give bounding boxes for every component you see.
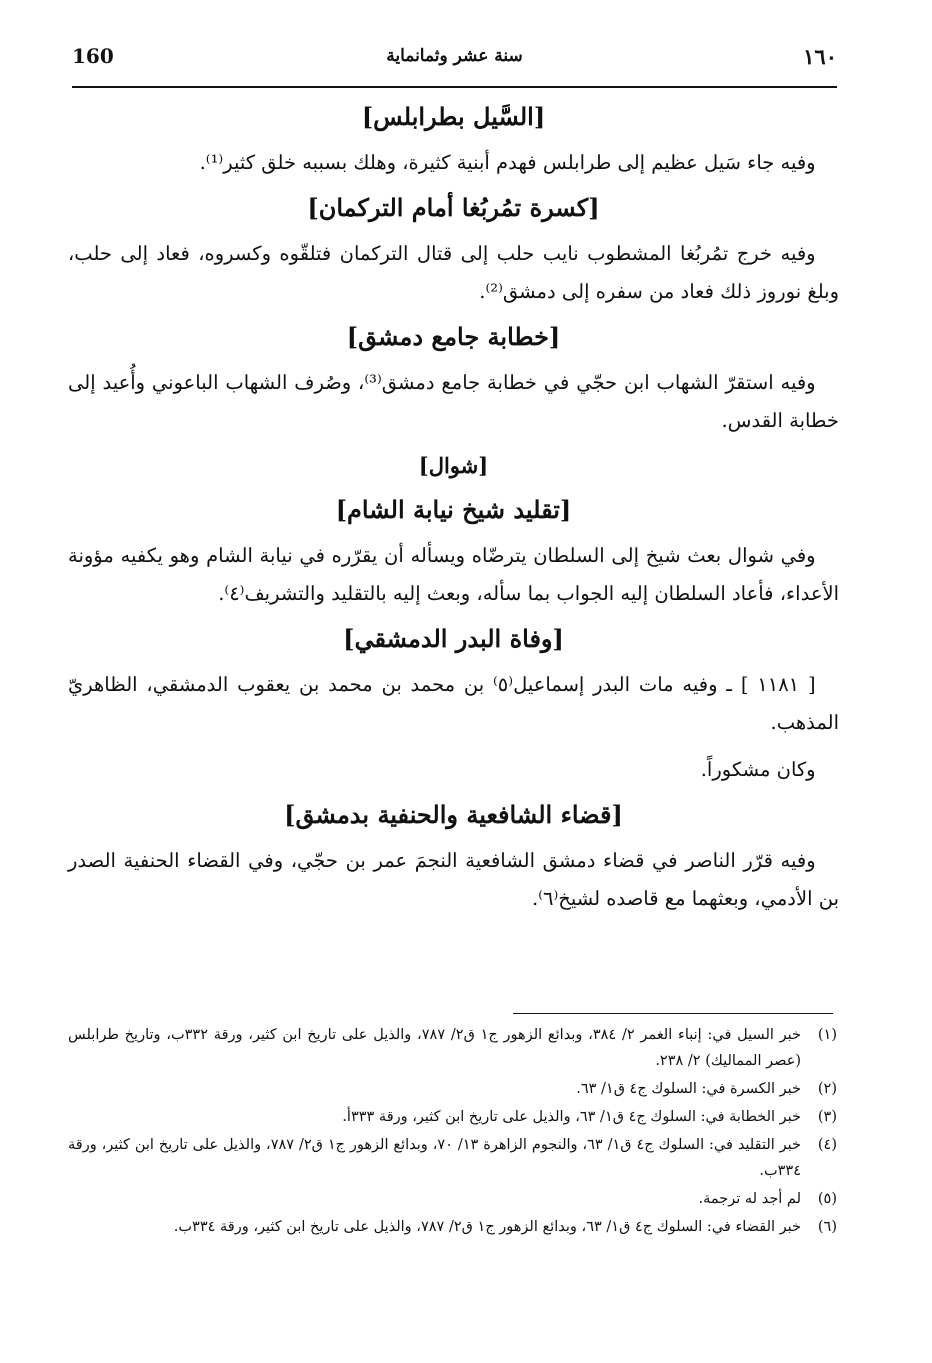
- footnote-item: [68, 1132, 837, 1184]
- page-number-latin: 160: [72, 44, 114, 68]
- footnote-item: [68, 1214, 837, 1240]
- paragraph-sermon: وفيه استقرّ الشهاب ابن حجّي في خطابة جامع دمشق⁽³⁾، وصُرف الشهاب الباعوني وأُعيد إلى خطابة القدس.: [68, 371, 839, 432]
- footnote-number: (٥): [817, 1191, 837, 1207]
- section-heading-death: [وفاة البدر الدمشقي]: [343, 624, 564, 653]
- section-heading-sermon: [خطابة جامع دمشق]: [346, 322, 561, 351]
- paragraph-death: [ ١١٨١ ] ـ وفيه مات البدر إسماعيل⁽٥⁾ بن محمد بن محمد بن يعقوب الدمشقي، الظاهريّ المذهب.: [68, 673, 839, 734]
- footnote-number: (٢): [817, 1081, 837, 1097]
- footnote-item: [68, 1076, 837, 1102]
- footnote-number: (٤): [817, 1137, 837, 1153]
- footnote-text: خبر الكسرة في: السلوك ج٤ ق١/ ٦٣.: [576, 1081, 801, 1097]
- footnote-text: خبر التقليد في: السلوك ج٤ ق١/ ٦٣، والنجوم الزاهرة ١٣/ ٧٠، وبدائع الزهور ج١ ق٢/ ٧٨٧، والذيل على تاريخ ابن كثير، ورقة ٣٣٤ب.: [68, 1137, 802, 1179]
- section-heading-defeat: [كسرة تمُربُغا أمام التركمان]: [307, 193, 600, 222]
- footnote-divider: [513, 1013, 833, 1014]
- month-heading: [شوال]: [418, 453, 489, 478]
- footnote-number: (١): [817, 1027, 837, 1043]
- footnote-item: [68, 1104, 837, 1130]
- footnote-text: خبر السيل في: إنباء الغمر ٢/ ٣٨٤، وبدائع الزهور ج١ ق٢/ ٧٨٧، والذيل على تاريخ ابن كثير، ورقة ٣٣٢ب، وتاريخ طرابلس (عصر المماليك) ٢/ ٢٣٨.: [68, 1027, 802, 1069]
- footnotes: [68, 1022, 837, 1242]
- section-heading-judgeship: [قضاء الشافعية والحنفية بدمشق]: [284, 800, 623, 829]
- main-text: [68, 100, 839, 927]
- footnote-text: خبر القضاء في: السلوك ج٤ ق١/ ٦٣، وبدائع الزهور ج١ ق٢/ ٧٨٧، والذيل على تاريخ ابن كثير، ورقة ٣٣٤ب.: [173, 1219, 801, 1235]
- paragraph-flood: وفيه جاء سَيل عظيم إلى طرابلس فهدم أبنية كثيرة، وهلك بسببه خلق كثير⁽¹⁾.: [199, 151, 816, 174]
- footnote-number: (٦): [817, 1219, 837, 1235]
- paragraph-death-note: وكان مشكوراً.: [700, 758, 816, 781]
- paragraph-judgeship: وفيه قرّر الناصر في قضاء دمشق الشافعية النجمَ عمر بن حجّي، وفي القضاء الحنفية الصدر بن الأدمي، وبعثهما مع قاصده لشيخ⁽٦⁾.: [68, 849, 839, 910]
- footnote-item: [68, 1186, 837, 1212]
- footnote-number: (٣): [817, 1109, 837, 1125]
- paragraph-appointment: وفي شوال بعث شيخ إلى السلطان يترضّاه ويسأله أن يقرّره في نيابة الشام وهو يكفيه مؤونة الأعداء، فأعاد السلطان إليه الجواب بما سأله، وبعث إليه بالتقليد والتشريف⁽٤⁾.: [68, 544, 839, 605]
- paragraph-defeat: وفيه خرج تمُربُغا المشطوب نايب حلب إلى قتال التركمان فتلقّوه وكسروه، فعاد إلى حلب، وبلغ نوروز ذلك فعاد من سفره إلى دمشق⁽²⁾.: [68, 242, 839, 303]
- section-heading-appointment: [تقليد شيخ نيابة الشام]: [335, 495, 572, 524]
- footnote-text: لم أجد له ترجمة.: [698, 1191, 801, 1207]
- page-number-arabic: ١٦٠: [803, 44, 837, 69]
- running-title: سنة عشر وثمانماية: [386, 46, 523, 66]
- footnote-item: [68, 1022, 837, 1074]
- section-heading-flood: [السَّيل بطرابلس]: [361, 102, 546, 131]
- running-header: [72, 42, 837, 88]
- footnote-text: خبر الخطابة في: السلوك ج٤ ق١/ ٦٣، والذيل على تاريخ ابن كثير، ورقة ٣٣٣أ.: [342, 1109, 801, 1125]
